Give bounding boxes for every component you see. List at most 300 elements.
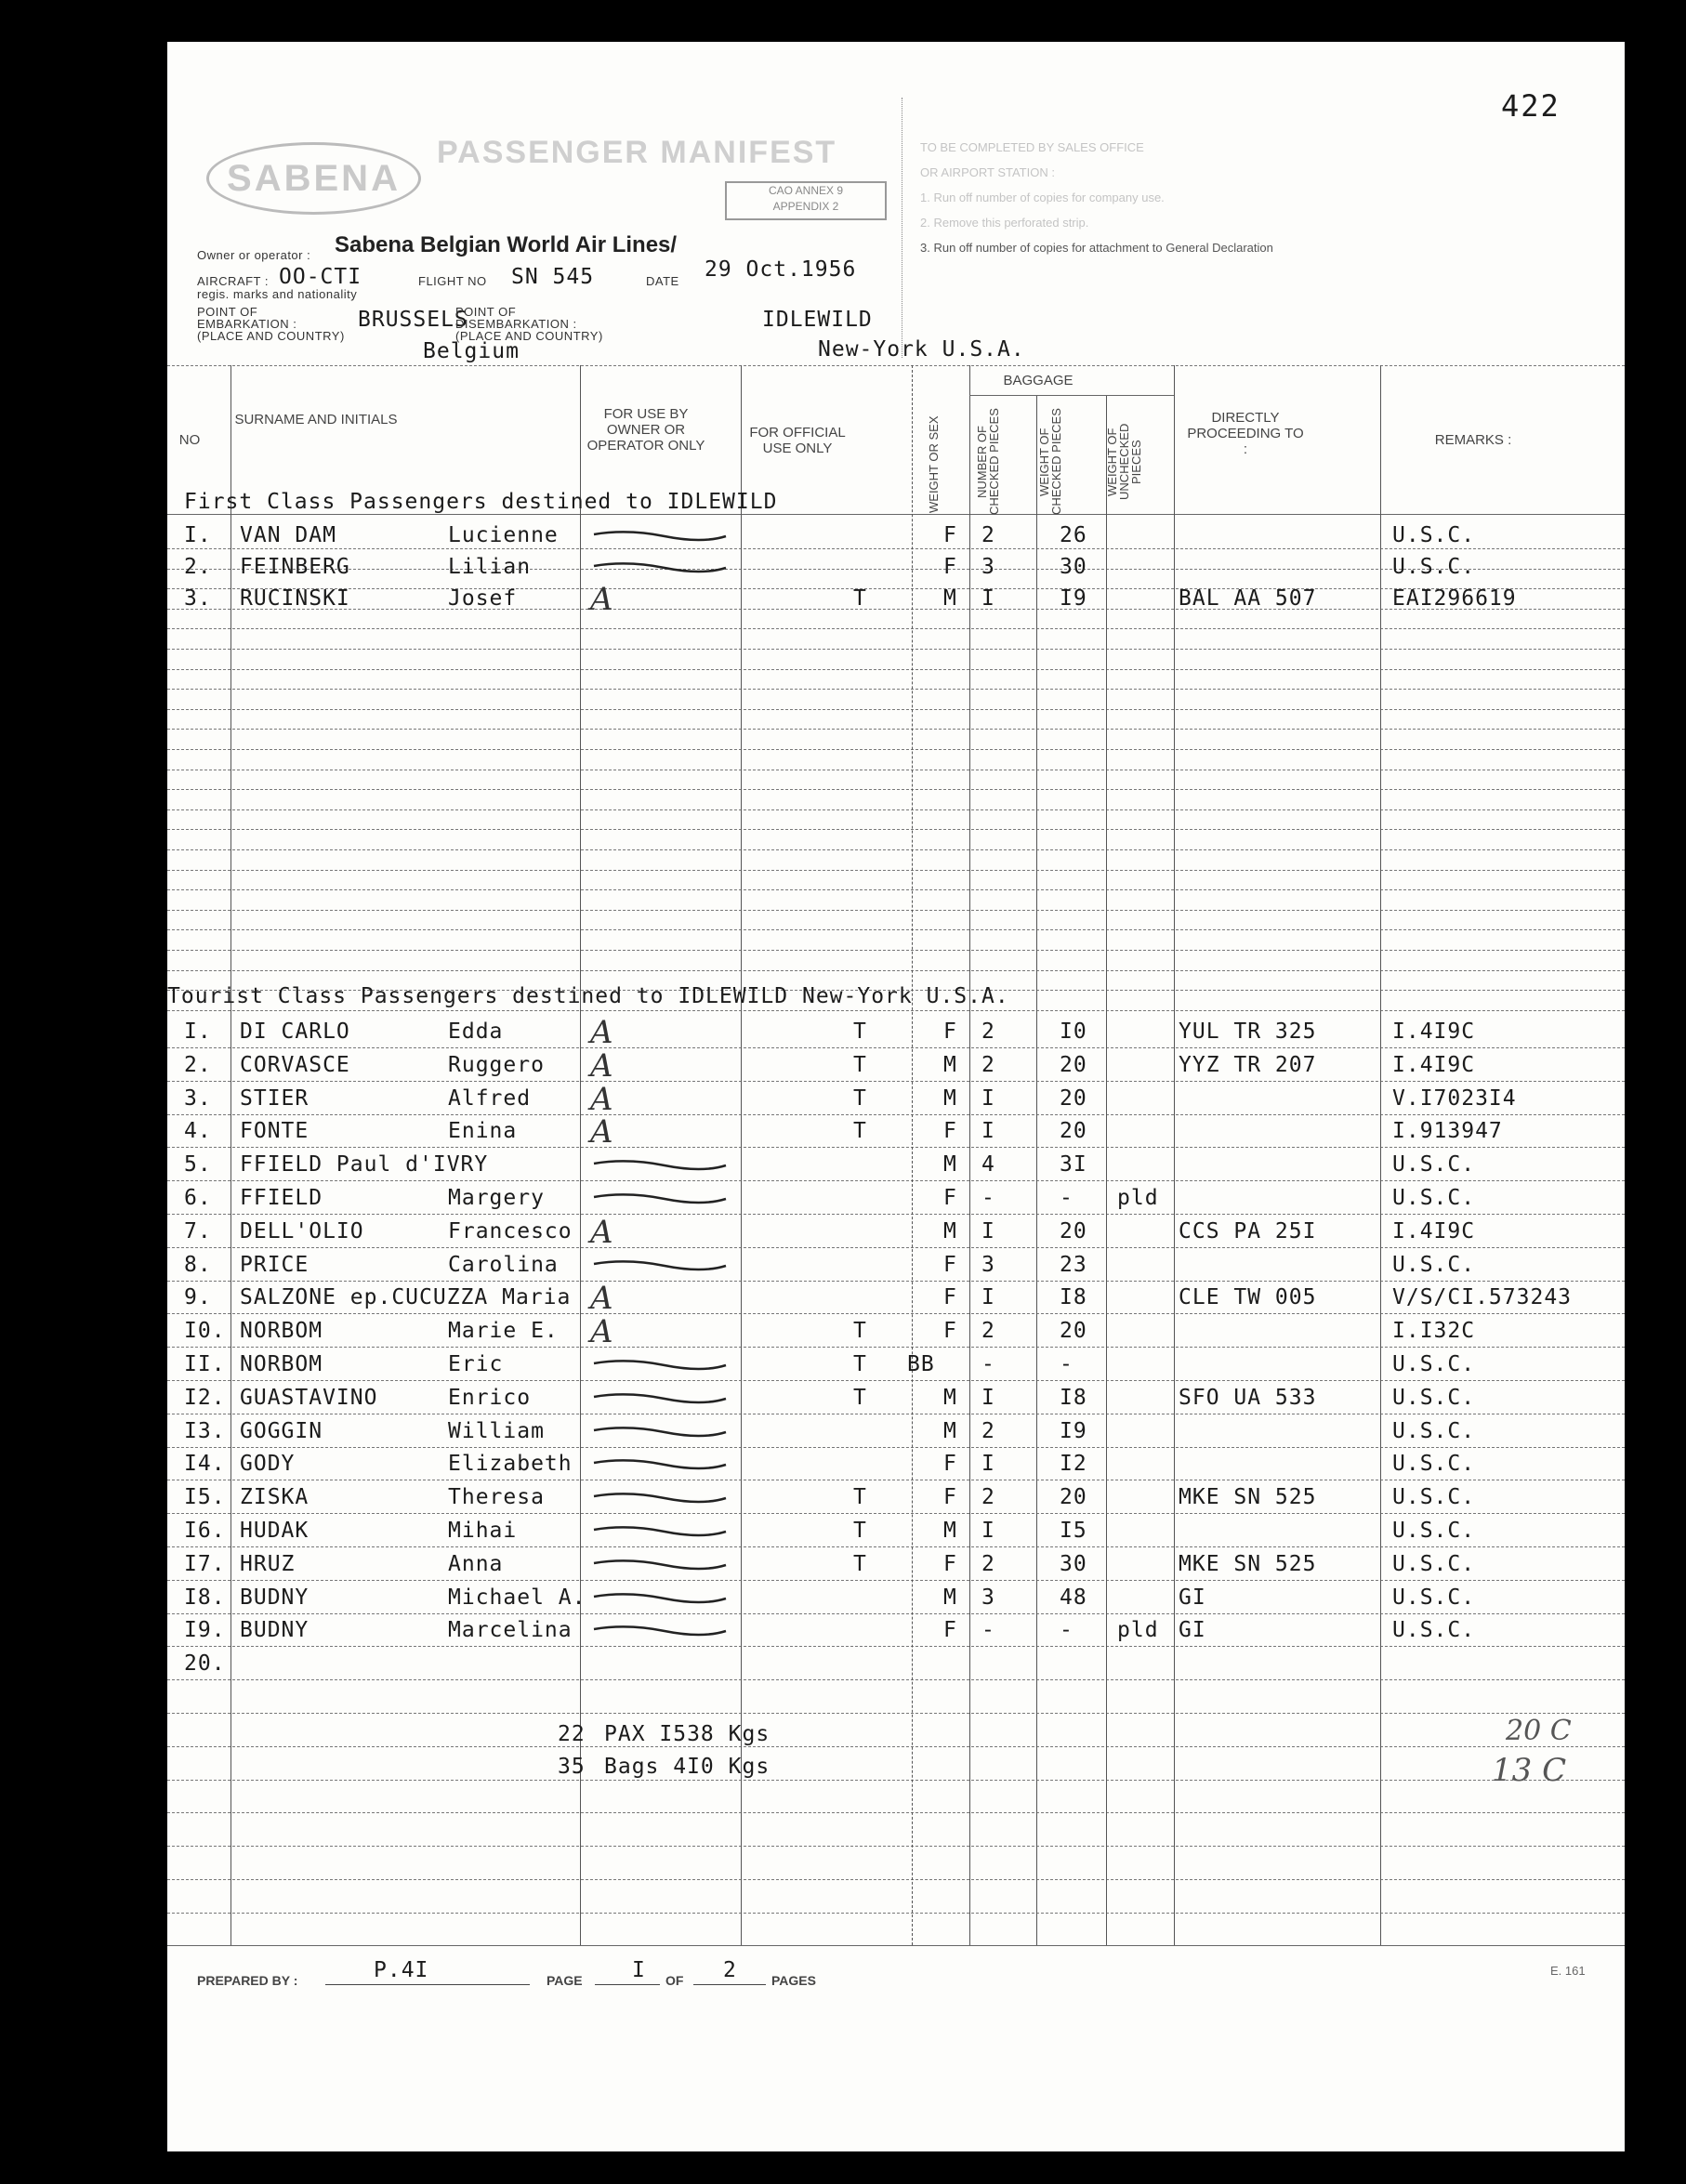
owner-tick-mark xyxy=(590,1454,730,1478)
passenger-given-name: Francesco xyxy=(448,1218,573,1243)
official-code: T xyxy=(853,1119,867,1144)
flight-label: FLIGHT NO xyxy=(418,274,487,288)
passenger-surname: GODY xyxy=(240,1452,296,1477)
passenger-given-name: Marcelina xyxy=(448,1618,573,1643)
passenger-surname: ZISKA xyxy=(240,1485,310,1510)
embarkation-label-2: EMBARKATION : xyxy=(197,317,297,331)
grid-vline xyxy=(580,365,581,1945)
grid-hline xyxy=(167,929,1625,930)
aircraft-label: AIRCRAFT : xyxy=(197,274,269,288)
grid-hline xyxy=(167,1513,1625,1514)
passenger-sex: F xyxy=(943,1452,957,1477)
passenger-remarks: U.S.C. xyxy=(1392,1618,1476,1643)
passenger-surname: VAN DAM xyxy=(240,523,336,547)
totals-bags-count: 35 xyxy=(558,1755,586,1779)
passenger-sex: F xyxy=(943,1186,957,1210)
passenger-remarks: I.913947 xyxy=(1392,1119,1503,1144)
of-value: 2 xyxy=(723,1958,737,1982)
col-header-unchecked-weight: WEIGHT OF UNCHECKED PIECES xyxy=(1105,423,1143,501)
checked-weight: I9 xyxy=(1060,1418,1087,1443)
passenger-sex: M xyxy=(943,586,957,611)
checked-pieces: I xyxy=(981,1218,995,1243)
passenger-sex: F xyxy=(943,1252,957,1277)
checked-weight: - xyxy=(1060,1618,1074,1643)
passenger-surname: NORBOM xyxy=(240,1352,323,1376)
checked-weight: I5 xyxy=(1060,1519,1087,1543)
instruction-1: TO BE COMPLETED BY SALES OFFICE xyxy=(920,140,1144,154)
grid-hline xyxy=(167,789,1625,790)
passenger-remarks: U.S.C. xyxy=(1392,1352,1476,1376)
col-header-official: FOR OFFICIAL USE ONLY xyxy=(749,425,846,456)
grid-hline xyxy=(167,729,1625,730)
prepared-by-label: PREPARED BY : xyxy=(197,1973,298,1988)
unchecked-weight: pld xyxy=(1117,1618,1159,1643)
grid-vline xyxy=(969,365,970,1945)
section-tourist-class: Tourist Class Passengers destined to IDLEWILD New-York U.S.A. xyxy=(167,984,1009,1008)
passenger-sex: F xyxy=(943,1485,957,1510)
grid-hline xyxy=(167,889,1625,890)
page-underline xyxy=(595,1984,660,1985)
passenger-surname: FONTE xyxy=(240,1119,310,1144)
grid-hline xyxy=(167,870,1625,871)
col-header-remarks: REMARKS : xyxy=(1434,432,1512,448)
row-number: I2. xyxy=(184,1385,226,1410)
grid-hline xyxy=(167,1580,1625,1581)
row-number: 3. xyxy=(184,586,212,611)
col-header-weight-sex: WEIGHT OR SEX xyxy=(927,415,941,514)
row-number: 3. xyxy=(184,1085,212,1111)
official-code: T xyxy=(853,586,867,611)
instruction-2: OR AIRPORT STATION : xyxy=(920,165,1055,179)
passenger-sex: M xyxy=(943,1385,957,1410)
embarkation-label-1: POINT OF xyxy=(197,305,258,319)
owner-mark-a: A xyxy=(590,1014,614,1051)
grid-hline xyxy=(167,970,1625,971)
owner-tick-mark xyxy=(590,525,730,549)
passenger-given-name: Elizabeth xyxy=(448,1452,573,1477)
checked-pieces: 3 xyxy=(981,1252,995,1277)
passenger-surname: STIER xyxy=(240,1085,310,1111)
passenger-given-name: Lucienne xyxy=(448,523,559,547)
grid-hline xyxy=(167,1180,1625,1181)
disembarkation-place: IDLEWILD xyxy=(762,308,873,332)
grid-hline xyxy=(167,1147,1625,1148)
row-number: 2. xyxy=(184,555,212,579)
grid-hline xyxy=(167,1546,1625,1547)
official-code: T xyxy=(853,1319,867,1344)
totals-pax-count: 22 xyxy=(558,1722,586,1746)
checked-pieces: 2 xyxy=(981,1485,995,1510)
grid-hline xyxy=(167,1746,1625,1747)
totals-bags: Bags 4I0 Kgs xyxy=(604,1755,771,1779)
checked-weight: 20 xyxy=(1060,1052,1087,1077)
passenger-surname: SALZONE ep.CUCUZZA Maria xyxy=(240,1285,572,1310)
passenger-sex: M xyxy=(943,1085,957,1111)
passenger-remarks: I.4I9C xyxy=(1392,1218,1476,1243)
owner-tick-mark xyxy=(590,1421,730,1445)
passenger-given-name: Eric xyxy=(448,1352,504,1376)
checked-pieces: I xyxy=(981,1385,995,1410)
passenger-sex: F xyxy=(943,1285,957,1310)
grid-hline xyxy=(167,1447,1625,1448)
passenger-sex: F xyxy=(943,555,957,579)
grid-hline xyxy=(167,1879,1625,1880)
row-number: I7. xyxy=(184,1551,226,1576)
grid-hline xyxy=(167,548,1625,549)
checked-pieces: 4 xyxy=(981,1152,995,1178)
grid-hline xyxy=(167,829,1625,830)
grid-hline xyxy=(167,1081,1625,1082)
proceeding-to: YUL TR 325 xyxy=(1179,1020,1317,1044)
owner-mark-a: A xyxy=(590,1313,614,1351)
checked-weight: 23 xyxy=(1060,1252,1087,1277)
grid-hline xyxy=(167,1247,1625,1248)
flight-value: SN 545 xyxy=(511,265,595,289)
row-number: I. xyxy=(184,1020,212,1044)
grid-hline xyxy=(167,1713,1625,1714)
grid-hline xyxy=(167,628,1625,629)
grid-vline xyxy=(1106,395,1107,1945)
owner-tick-mark xyxy=(590,1354,730,1378)
official-code: T xyxy=(853,1052,867,1077)
checked-pieces: 2 xyxy=(981,1551,995,1576)
grid-hline xyxy=(167,689,1625,690)
prepared-by-underline xyxy=(325,1984,530,1985)
grid-hline xyxy=(167,1679,1625,1680)
cao-annex-stamp xyxy=(725,181,887,220)
totals-pax: PAX I538 Kgs xyxy=(604,1722,771,1746)
grid-hline xyxy=(167,669,1625,670)
row-number: 8. xyxy=(184,1252,212,1277)
passenger-surname: HUDAK xyxy=(240,1519,310,1543)
passenger-surname: NORBOM xyxy=(240,1319,323,1344)
checked-pieces: 2 xyxy=(981,523,995,547)
checked-weight: I8 xyxy=(1060,1285,1087,1310)
row-number: 5. xyxy=(184,1152,212,1178)
passenger-remarks: V/S/CI.573243 xyxy=(1392,1285,1573,1310)
row-number: I6. xyxy=(184,1519,226,1543)
proceeding-to: MKE SN 525 xyxy=(1179,1551,1317,1576)
handwritten-note-1: 20 C xyxy=(1506,1715,1572,1747)
grid-hline xyxy=(167,809,1625,810)
passenger-given-name: Michael A. xyxy=(448,1585,586,1610)
row-number: I8. xyxy=(184,1585,226,1610)
checked-pieces: 2 xyxy=(981,1020,995,1044)
checked-weight: 30 xyxy=(1060,555,1087,579)
grid-hline xyxy=(167,950,1625,951)
grid-vline xyxy=(1036,395,1037,1945)
owner-mark-a: A xyxy=(590,1113,614,1151)
passenger-given-name: Enrico xyxy=(448,1385,532,1410)
grid-vline xyxy=(1174,365,1175,1945)
disembarkation-label-3: (PLACE AND COUNTRY) xyxy=(455,329,603,343)
passenger-given-name: Mihai xyxy=(448,1519,518,1543)
checked-weight: - xyxy=(1060,1352,1074,1376)
passenger-remarks: I.4I9C xyxy=(1392,1020,1476,1044)
checked-pieces: - xyxy=(981,1618,995,1643)
instruction-3: 1. Run off number of copies for company use. xyxy=(920,191,1165,204)
row-number: I0. xyxy=(184,1319,226,1344)
passenger-sex: F xyxy=(943,1551,957,1576)
of-underline xyxy=(693,1984,766,1985)
col-header-directly: DIRECTLY PROCEEDING TO : xyxy=(1187,410,1304,457)
grid-hline xyxy=(969,395,1174,396)
official-code: T xyxy=(853,1485,867,1510)
proceeding-to: GI xyxy=(1179,1618,1206,1643)
owner-tick-mark xyxy=(590,1388,730,1412)
grid-hline xyxy=(167,514,1625,515)
grid-hline xyxy=(167,910,1625,911)
passenger-remarks: U.S.C. xyxy=(1392,1551,1476,1576)
official-code: T xyxy=(853,1519,867,1543)
checked-weight: - xyxy=(1060,1186,1074,1210)
grid-hline xyxy=(167,1380,1625,1381)
passenger-surname: FFIELD Paul d'IVRY xyxy=(240,1152,489,1178)
grid-hline xyxy=(167,1047,1625,1048)
official-code: T xyxy=(853,1551,867,1576)
passenger-remarks: U.S.C. xyxy=(1392,1152,1476,1178)
passenger-sex: F xyxy=(943,1020,957,1044)
owner-mark-a: A xyxy=(590,581,614,618)
owner-mark-a: A xyxy=(590,1046,614,1085)
row-number: I9. xyxy=(184,1618,226,1643)
checked-pieces: I xyxy=(981,1119,995,1144)
passenger-remarks: EAI296619 xyxy=(1392,586,1517,611)
official-code: T xyxy=(853,1352,867,1376)
unchecked-weight: pld xyxy=(1117,1186,1159,1210)
form-code: E. 161 xyxy=(1550,1964,1586,1978)
passenger-given-name: Alfred xyxy=(448,1085,532,1111)
checked-weight: 30 xyxy=(1060,1551,1087,1576)
row-number: I5. xyxy=(184,1485,226,1510)
pages-label: PAGES xyxy=(771,1973,816,1988)
passenger-surname: PRICE xyxy=(240,1252,310,1277)
embarkation-label-3: (PLACE AND COUNTRY) xyxy=(197,329,345,343)
date-value: 29 Oct.1956 xyxy=(705,257,857,282)
grid-hline xyxy=(167,1114,1625,1115)
passenger-surname: DELL'OLIO xyxy=(240,1218,364,1243)
checked-pieces: I xyxy=(981,1085,995,1111)
passenger-sex: BB xyxy=(907,1352,935,1376)
annex-line-1: CAO ANNEX 9 xyxy=(768,184,844,197)
grid-hline xyxy=(167,1214,1625,1215)
proceeding-to: CCS PA 25I xyxy=(1179,1218,1317,1243)
owner-tick-mark xyxy=(590,1188,730,1212)
checked-pieces: 2 xyxy=(981,1052,995,1077)
passenger-remarks: U.S.C. xyxy=(1392,1519,1476,1543)
passenger-surname: GUASTAVINO xyxy=(240,1385,378,1410)
checked-weight: 48 xyxy=(1060,1585,1087,1610)
passenger-given-name: Margery xyxy=(448,1186,545,1210)
passenger-sex: M xyxy=(943,1218,957,1243)
passenger-remarks: U.S.C. xyxy=(1392,1252,1476,1277)
owner-mark-a: A xyxy=(590,1080,614,1118)
annex-line-2: APPENDIX 2 xyxy=(772,200,839,213)
official-code: T xyxy=(853,1085,867,1111)
embarkation-label xyxy=(197,306,345,342)
passenger-sex: M xyxy=(943,1585,957,1610)
operator-value: Sabena Belgian World Air Lines/ xyxy=(335,232,678,257)
owner-mark-a: A xyxy=(590,1213,614,1251)
row-number: I3. xyxy=(184,1418,226,1443)
regis-label: regis. marks and nationality xyxy=(197,287,358,301)
grid-hline xyxy=(167,1347,1625,1348)
grid-hline xyxy=(167,649,1625,650)
checked-pieces: - xyxy=(981,1186,995,1210)
aircraft-value: OO-CTI xyxy=(279,265,362,289)
passenger-surname: GOGGIN xyxy=(240,1418,323,1443)
disembarkation-label xyxy=(455,306,603,342)
col-header-checked-weight: WEIGHT OF CHECKED PIECES xyxy=(1037,408,1063,516)
passenger-surname: FFIELD xyxy=(240,1186,323,1210)
col-header-baggage: BAGGAGE xyxy=(1003,373,1074,388)
grid-vline xyxy=(912,365,913,1945)
owner-mark-a: A xyxy=(590,1280,614,1318)
checked-pieces: - xyxy=(981,1352,995,1376)
date-label: DATE xyxy=(646,274,679,288)
checked-weight: 20 xyxy=(1060,1119,1087,1144)
row-number: 7. xyxy=(184,1218,212,1243)
row-number: I. xyxy=(184,523,212,547)
passenger-remarks: I.I32C xyxy=(1392,1319,1476,1344)
instructions-block xyxy=(920,135,1273,260)
passenger-sex: M xyxy=(943,1519,957,1543)
passenger-sex: F xyxy=(943,1119,957,1144)
passenger-given-name: Josef xyxy=(448,586,518,611)
row-number: 20. xyxy=(184,1651,226,1677)
owner-tick-mark xyxy=(590,1255,730,1279)
grid-vline xyxy=(1380,365,1381,1945)
proceeding-to: BAL AA 507 xyxy=(1179,586,1317,611)
col-header-owner: FOR USE BY OWNER OR OPERATOR ONLY xyxy=(586,406,705,454)
checked-pieces: I xyxy=(981,586,995,611)
checked-pieces: 3 xyxy=(981,555,995,579)
grid-hline xyxy=(167,849,1625,850)
page-label: PAGE xyxy=(547,1973,583,1988)
row-number: 4. xyxy=(184,1119,212,1144)
col-header-no: NO xyxy=(178,432,201,448)
embarkation-country: Belgium xyxy=(423,339,520,363)
official-code: T xyxy=(853,1385,867,1410)
manifest-sheet xyxy=(167,42,1625,2151)
checked-weight: I0 xyxy=(1060,1020,1087,1044)
col-header-checked-pieces: NUMBER OF CHECKED PIECES xyxy=(975,408,1001,516)
checked-pieces: 3 xyxy=(981,1585,995,1610)
passenger-given-name: Enina xyxy=(448,1119,518,1144)
passenger-given-name: Marie E. xyxy=(448,1319,559,1344)
passenger-sex: M xyxy=(943,1418,957,1443)
passenger-sex: M xyxy=(943,1052,957,1077)
passenger-sex: F xyxy=(943,523,957,547)
passenger-remarks: U.S.C. xyxy=(1392,1418,1476,1443)
passenger-surname: BUDNY xyxy=(240,1618,310,1643)
proceeding-to: GI xyxy=(1179,1585,1206,1610)
passenger-sex: M xyxy=(943,1152,957,1178)
passenger-remarks: U.S.C. xyxy=(1392,555,1476,579)
grid-hline xyxy=(167,1646,1625,1647)
passenger-remarks: U.S.C. xyxy=(1392,1452,1476,1477)
sheet-number: 422 xyxy=(1501,88,1561,124)
grid-hline xyxy=(167,709,1625,710)
passenger-surname: CORVASCE xyxy=(240,1052,350,1077)
sabena-logo: SABENA xyxy=(206,142,421,215)
page-value: I xyxy=(632,1958,646,1982)
row-number: 2. xyxy=(184,1052,212,1077)
passenger-surname: RUCINSKI xyxy=(240,586,350,611)
operator-label: Owner or operator : xyxy=(197,248,311,262)
passenger-given-name: Anna xyxy=(448,1551,504,1576)
passenger-remarks: U.S.C. xyxy=(1392,523,1476,547)
grid-hline xyxy=(167,1780,1625,1781)
passenger-remarks: U.S.C. xyxy=(1392,1186,1476,1210)
checked-pieces: I xyxy=(981,1285,995,1310)
checked-pieces: I xyxy=(981,1452,995,1477)
owner-tick-mark xyxy=(590,1587,730,1612)
passenger-given-name: William xyxy=(448,1418,545,1443)
instruction-4: 2. Remove this perforated strip. xyxy=(920,216,1089,230)
passenger-sex: F xyxy=(943,1618,957,1643)
row-number: II. xyxy=(184,1352,226,1376)
checked-weight: I2 xyxy=(1060,1452,1087,1477)
owner-tick-mark xyxy=(590,1487,730,1511)
owner-tick-mark xyxy=(590,557,730,581)
row-number: 9. xyxy=(184,1285,212,1310)
proceeding-to: MKE SN 525 xyxy=(1179,1485,1317,1510)
grid-hline xyxy=(167,1812,1625,1813)
owner-tick-mark xyxy=(590,1554,730,1578)
checked-pieces: 2 xyxy=(981,1319,995,1344)
grid-hline xyxy=(167,1913,1625,1914)
disembarkation-country: New-York U.S.A. xyxy=(818,337,1025,362)
instruction-5: 3. Run off number of copies for attachment to General Declaration xyxy=(920,241,1273,255)
checked-pieces: 2 xyxy=(981,1418,995,1443)
grid-vline xyxy=(741,365,742,1945)
passenger-remarks: U.S.C. xyxy=(1392,1485,1476,1510)
passenger-surname: HRUZ xyxy=(240,1551,296,1576)
passenger-surname: BUDNY xyxy=(240,1585,310,1610)
grid-hline xyxy=(167,1613,1625,1614)
passenger-given-name: Ruggero xyxy=(448,1052,545,1077)
grid-hline xyxy=(167,365,1625,366)
checked-weight: I9 xyxy=(1060,586,1087,611)
handwritten-note-2: 13 C xyxy=(1492,1752,1567,1789)
passenger-sex: F xyxy=(943,1319,957,1344)
checked-pieces: I xyxy=(981,1519,995,1543)
row-number: I4. xyxy=(184,1452,226,1477)
grid-hline xyxy=(167,1010,1625,1011)
checked-weight: 20 xyxy=(1060,1218,1087,1243)
proceeding-to: YYZ TR 207 xyxy=(1179,1052,1317,1077)
col-header-surname: SURNAME AND INITIALS xyxy=(234,412,398,428)
of-label: OF xyxy=(665,1973,684,1988)
disembarkation-label-2: DISEMBARKATION : xyxy=(455,317,577,331)
prepared-by-value: P.4I xyxy=(374,1958,429,1982)
passenger-surname: DI CARLO xyxy=(240,1020,350,1044)
grid-hline xyxy=(167,1313,1625,1314)
checked-weight: 20 xyxy=(1060,1085,1087,1111)
passenger-remarks: U.S.C. xyxy=(1392,1385,1476,1410)
passenger-surname: FEINBERG xyxy=(240,555,350,579)
passenger-given-name: Lilian xyxy=(448,555,532,579)
passenger-given-name: Carolina xyxy=(448,1252,559,1277)
manifest-title: PASSENGER MANIFEST xyxy=(437,135,837,170)
grid-hline xyxy=(167,1846,1625,1847)
checked-weight: 26 xyxy=(1060,523,1087,547)
grid-hline xyxy=(167,1281,1625,1282)
passenger-given-name: Theresa xyxy=(448,1485,545,1510)
proceeding-to: CLE TW 005 xyxy=(1179,1285,1317,1310)
owner-tick-mark xyxy=(590,1154,730,1178)
